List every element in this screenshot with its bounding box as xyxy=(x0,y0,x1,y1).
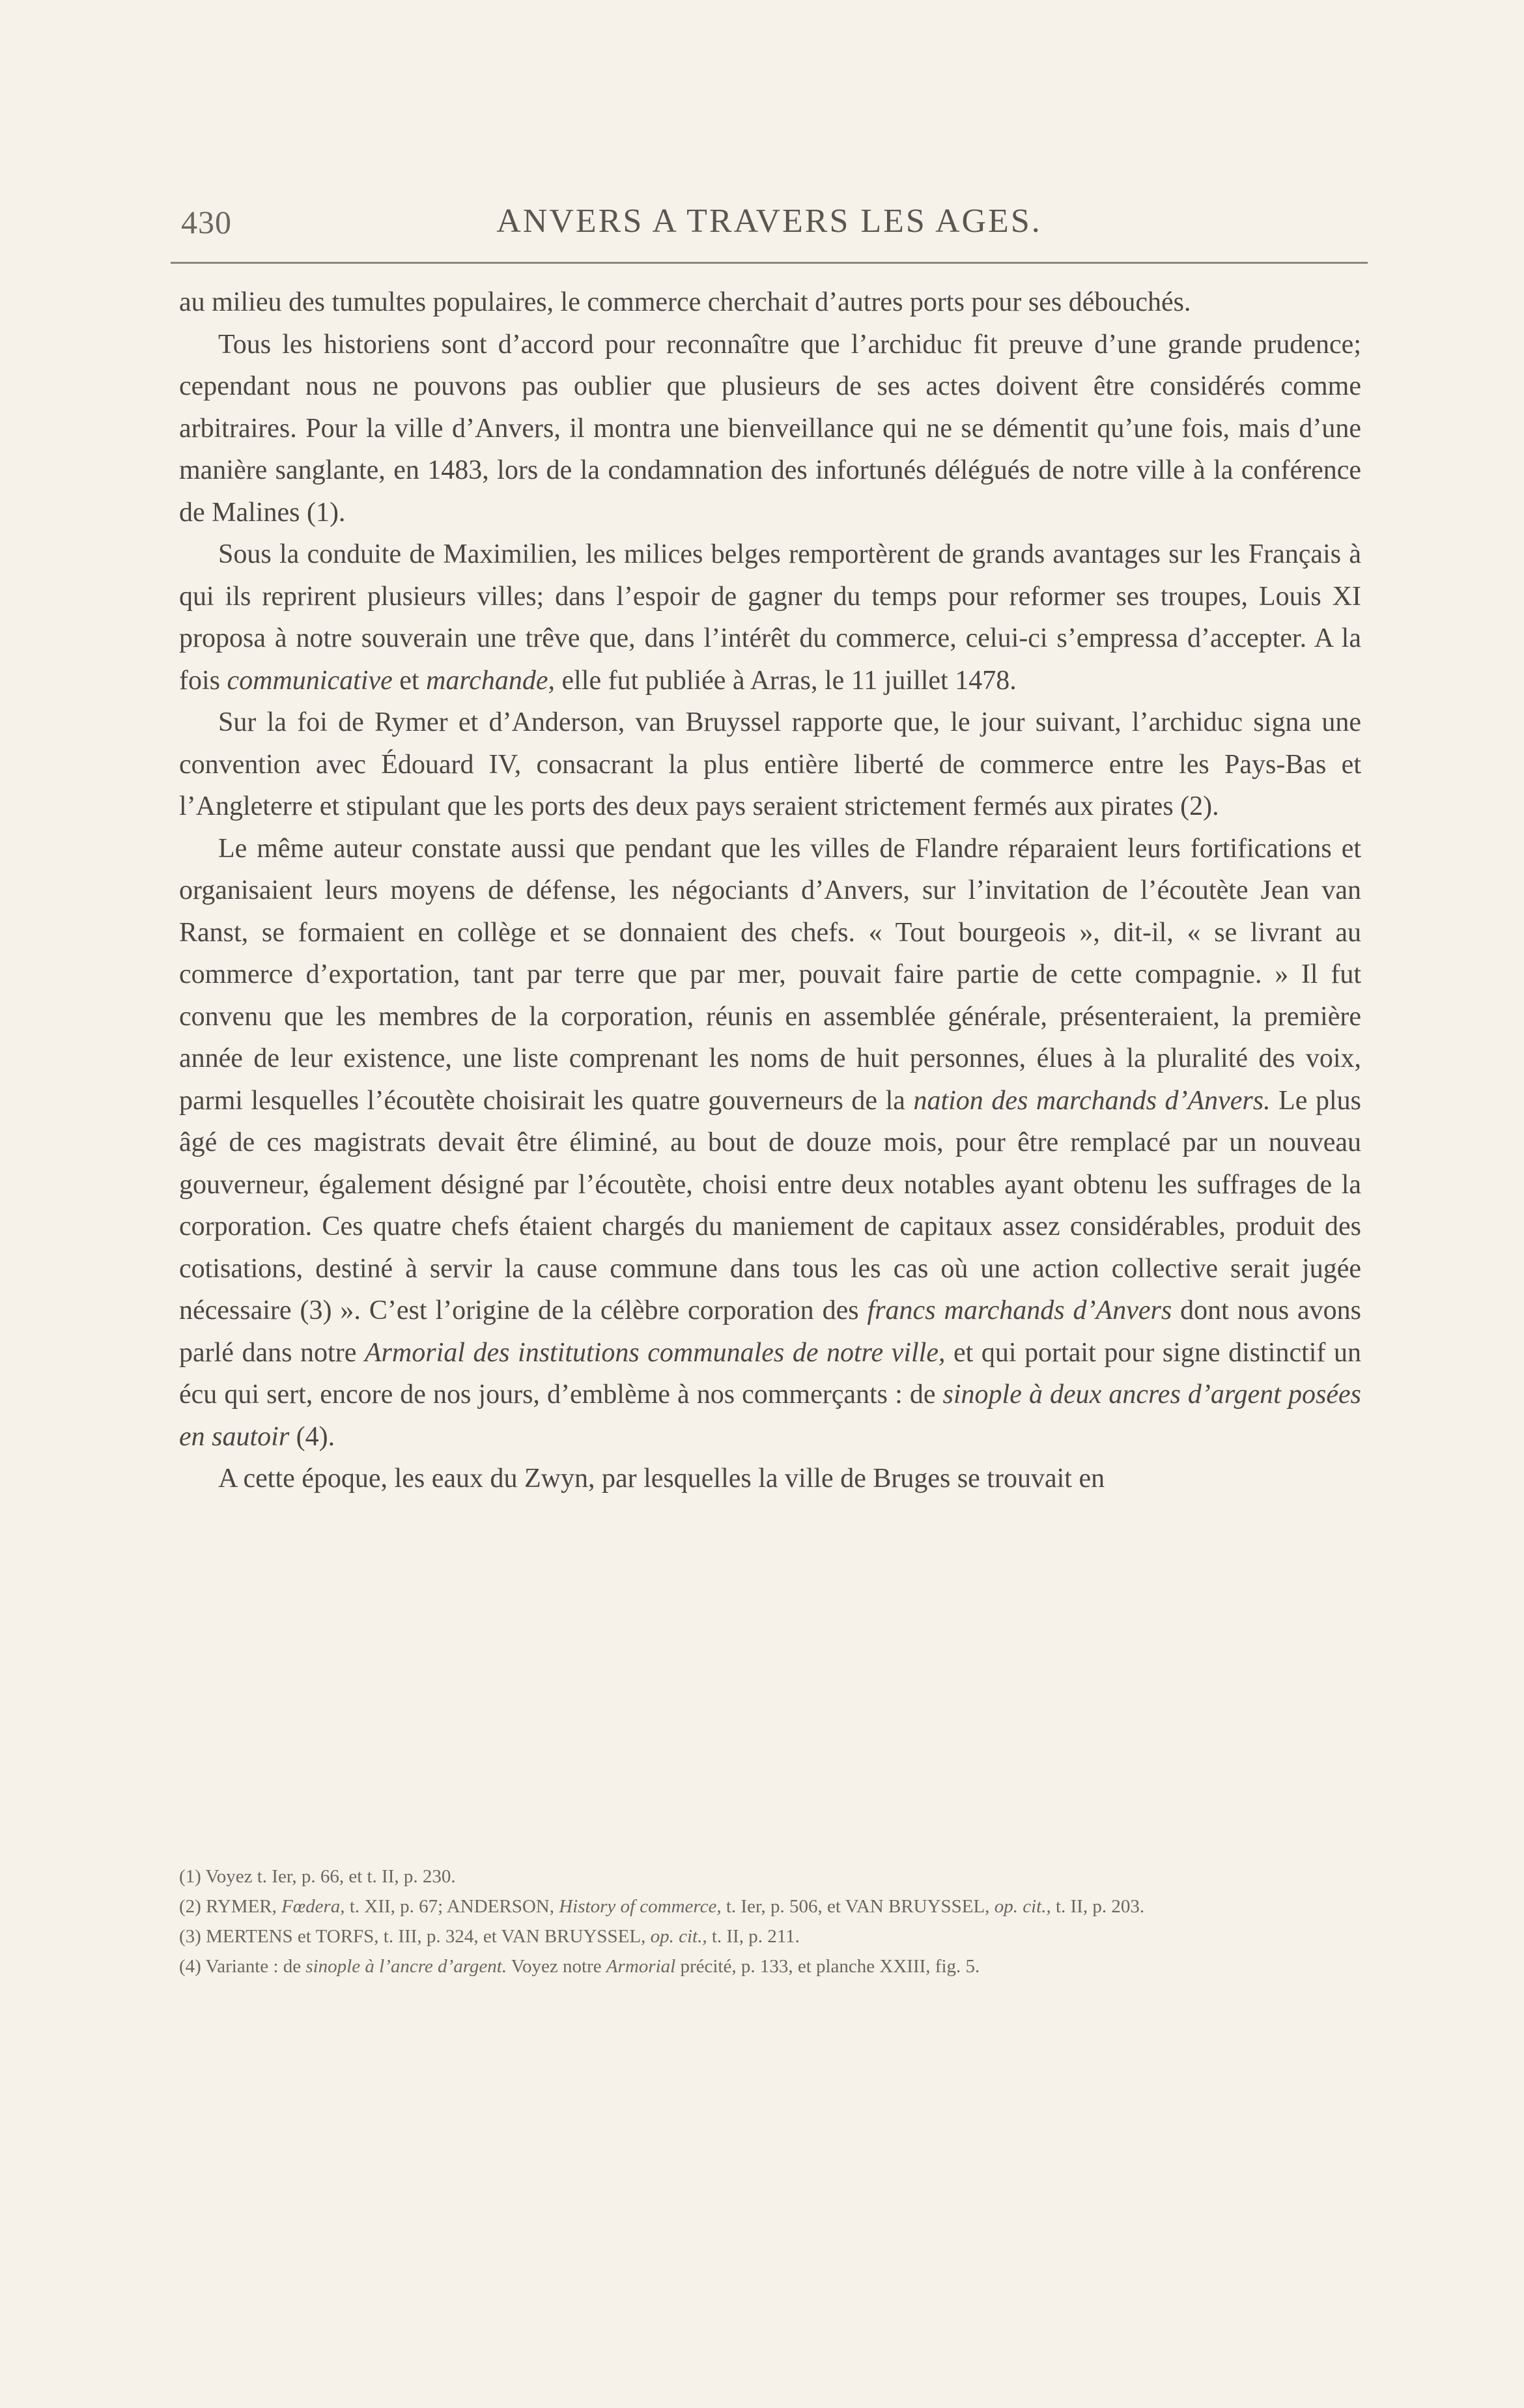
italic-text: sinople à l’ancre d’argent. xyxy=(305,1956,507,1977)
footnote-2 xyxy=(179,1891,1361,1921)
italic-text: communicative xyxy=(227,665,393,696)
text-run: (4). xyxy=(289,1421,335,1452)
text-run: t. II, p. 203. xyxy=(1051,1896,1145,1917)
text-run: t. Ier, p. 506, et VAN BRUYSSEL, xyxy=(721,1896,995,1917)
paragraph-2 xyxy=(179,324,1361,534)
italic-text: marchande, xyxy=(426,665,555,696)
text-run: (2) RYMER, xyxy=(179,1896,282,1917)
footnote-4 xyxy=(179,1951,1361,1981)
italic-text: Armorial xyxy=(606,1956,676,1977)
paragraph-3 xyxy=(179,533,1361,701)
text-run: dont nous avons parlé dans notre xyxy=(179,1296,1362,1368)
text-run: et xyxy=(392,665,427,696)
text-run: Sous la conduite de Maximilien, les milices belges remportèrent de grands avantages sur les Français à qui ils reprirent plusieurs villes; dans l’espoir de gagner du temps pour reformer ses troupes, Louis XI proposa à notre souverain une trêve que, dans l’intérêt du commerce, celui-ci s’empressa d’accepter. A la fois xyxy=(179,539,1361,696)
page-header xyxy=(171,195,1368,248)
text-run: Sur la foi de Rymer et d’Anderson, van Bruyssel rapporte que, le jour suivant, l’archiduc signa une convention avec Édouard IV, consacrant la plus entière liberté de commerce entre les Pays-Bas et l’Angleterre et stipulant que les ports des deux pays seraient strictement fermés aux pirates (2). xyxy=(179,707,1361,821)
italic-text: francs marchands d’Anvers xyxy=(867,1296,1172,1325)
paragraph-5 xyxy=(179,828,1361,1458)
text-run: Le même auteur constate aussi que pendant que les villes de Flandre réparaient leurs fortifications et organisaient leurs moyens de défense, les négociants d’Anvers, sur l’invitation de l’écoutète Jean van Ranst, se formaient en collège et se donnaient des chefs. « Tout bourgeois », dit-il, « se livrant au commerce d’exportation, tant par terre que par mer, pouvait faire partie de cette compagnie. » Il fut convenu que les membres de la corporation, réunis en assemblée générale, présenteraient, la première année de leur existence, une liste comprenant les noms de huit personnes, élues à la pluralité des voix, parmi lesquelles l’écoutète choisirait les quatre gouverneurs de la xyxy=(179,833,1361,1116)
text-run: et qui portait pour signe distinctif un écu qui sert, encore de nos jours, d’emblème à nos commerçants : de xyxy=(179,1337,1361,1409)
paragraph-6 xyxy=(179,1458,1361,1500)
paragraph-4 xyxy=(179,701,1361,828)
paragraph-1 xyxy=(179,281,1361,324)
italic-text: sinople à deux ancres d’argent posées en sautoir xyxy=(179,1380,1361,1452)
header-rule xyxy=(171,262,1368,264)
text-run: au milieu des tumultes populaires, le commerce cherchait d’autres ports pour ses débouchés. xyxy=(179,287,1191,317)
text-run: elle fut publiée à Arras, le 11 juillet 1478. xyxy=(554,665,1017,696)
text-run: A cette époque, les eaux du Zwyn, par lesquelles la ville de Bruges se trouvait en xyxy=(218,1464,1105,1494)
italic-text: op. cit., xyxy=(994,1896,1051,1917)
text-run: (4) Variante : de xyxy=(179,1956,306,1977)
text-run: Tous les historiens sont d’accord pour reconnaître que l’archiduc fit preuve d’une grande prudence; cependant nous ne pouvons pas oublier que plusieurs de ses actes doivent être considérés comme arbitraires. Pour la ville d’Anvers, il montra une bienveillance qui ne se démentit qu’une fois, mais d’une manière sanglante, en 1483, lors de la condamnation des infortunés délégués de notre ville à la conférence de Malines (1). xyxy=(179,329,1361,528)
text-run: (3) MERTENS et TORFS, t. III, p. 324, et VAN BRUYSSEL, xyxy=(179,1926,651,1947)
page-number: 430 xyxy=(181,204,232,240)
text-run: t. XII, p. 67; ANDERSON, xyxy=(345,1896,559,1917)
body-text xyxy=(179,281,1361,1500)
footnotes xyxy=(179,1862,1361,1981)
italic-text: Fœdera, xyxy=(281,1896,345,1917)
running-title: ANVERS A TRAVERS LES AGES. xyxy=(496,203,1042,240)
footnote-3 xyxy=(179,1921,1361,1951)
text-run: Le plus âgé de ces magistrats devait être éliminé, au bout de douze mois, pour être remplacé par un nouveau gouverneur, également désigné par l’écoutète, choisi entre deux notables ayant obtenu les suffrages de la corporation. Ces quatre chefs étaient chargés du maniement de capitaux assez considérables, produit des cotisations, destiné à servir la cause commune dans tous les cas où une action collective serait jugée nécessaire (3) ». C’est l’origine de la célèbre corporation des xyxy=(179,1085,1361,1325)
footnote-1 xyxy=(179,1862,1361,1891)
italic-text: op. cit., xyxy=(650,1926,707,1947)
text-run: précité, p. 133, et planche XXIII, fig. 5. xyxy=(675,1956,980,1977)
text-run: t. II, p. 211. xyxy=(707,1926,800,1947)
italic-text: Armorial des institutions communales de notre ville, xyxy=(364,1337,946,1368)
text-run: (1) Voyez t. Ier, p. 66, et t. II, p. 230. xyxy=(179,1866,456,1887)
text-run: Voyez notre xyxy=(507,1956,606,1977)
italic-text: History of commerce, xyxy=(559,1896,722,1917)
italic-text: nation des marchands d’Anvers. xyxy=(913,1085,1271,1116)
